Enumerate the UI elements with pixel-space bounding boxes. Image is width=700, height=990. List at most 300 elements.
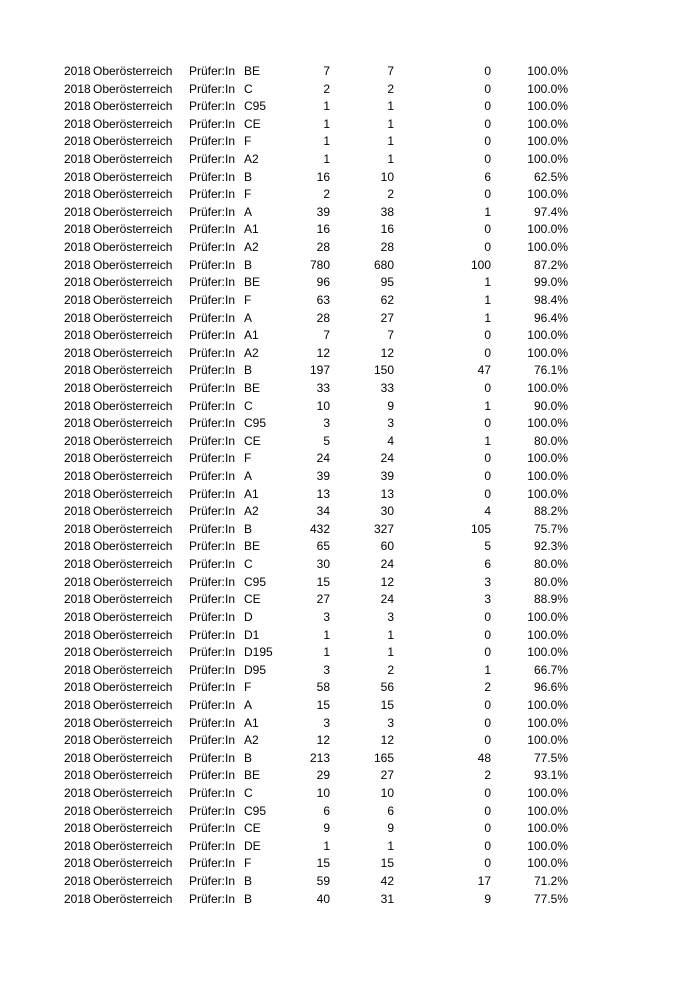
license-class-cell: CE bbox=[244, 433, 261, 448]
license-class-cell: C95 bbox=[244, 803, 267, 818]
total-cell: 40 bbox=[316, 891, 330, 906]
region-cell: Oberösterreich bbox=[93, 328, 173, 343]
region-cell: Oberösterreich bbox=[93, 380, 173, 395]
passed-cell: 31 bbox=[380, 891, 394, 906]
role-cell: Prüfer:In bbox=[189, 891, 236, 906]
license-class-cell: C bbox=[244, 398, 253, 413]
passed-cell: 24 bbox=[380, 557, 394, 572]
role-cell: Prüfer:In bbox=[189, 222, 236, 237]
passed-cell: 7 bbox=[387, 64, 394, 78]
license-class-cell: BE bbox=[244, 768, 261, 783]
license-class-cell: D1 bbox=[244, 627, 260, 642]
role-cell: Prüfer:In bbox=[189, 257, 236, 272]
total-cell: 16 bbox=[316, 169, 330, 184]
year-cell: 2018 bbox=[64, 380, 91, 395]
region-cell: Oberösterreich bbox=[93, 504, 173, 519]
failed-cell: 1 bbox=[484, 292, 491, 307]
table-row bbox=[0, 627, 700, 645]
year-cell: 2018 bbox=[64, 838, 91, 853]
table-row bbox=[0, 345, 700, 363]
total-cell: 39 bbox=[316, 469, 330, 484]
failed-cell: 17 bbox=[477, 874, 491, 889]
failed-cell: 0 bbox=[484, 187, 491, 202]
table-row bbox=[0, 732, 700, 750]
region-cell: Oberösterreich bbox=[93, 680, 173, 695]
region-cell: Oberösterreich bbox=[93, 152, 173, 167]
table-row bbox=[0, 785, 700, 803]
total-cell: 15 bbox=[316, 856, 330, 871]
pass-rate-cell: 75.7% bbox=[533, 521, 568, 536]
role-cell: Prüfer:In bbox=[189, 662, 236, 677]
role-cell: Prüfer:In bbox=[189, 99, 236, 114]
failed-cell: 0 bbox=[484, 81, 491, 96]
failed-cell: 100 bbox=[470, 257, 491, 272]
region-cell: Oberösterreich bbox=[93, 275, 173, 290]
pass-rate-cell: 100.0% bbox=[527, 838, 568, 853]
failed-cell: 0 bbox=[484, 715, 491, 730]
total-cell: 27 bbox=[316, 592, 330, 607]
license-class-cell: A bbox=[244, 204, 253, 219]
year-cell: 2018 bbox=[64, 328, 91, 343]
passed-cell: 9 bbox=[387, 398, 394, 413]
year-cell: 2018 bbox=[64, 856, 91, 871]
total-cell: 12 bbox=[316, 345, 330, 360]
year-cell: 2018 bbox=[64, 539, 91, 554]
passed-cell: 1 bbox=[387, 838, 394, 853]
role-cell: Prüfer:In bbox=[189, 785, 236, 800]
pass-rate-cell: 100.0% bbox=[527, 328, 568, 343]
role-cell: Prüfer:In bbox=[189, 380, 236, 395]
license-class-cell: CE bbox=[244, 592, 261, 607]
license-class-cell: F bbox=[244, 856, 252, 871]
passed-cell: 28 bbox=[380, 240, 394, 255]
total-cell: 24 bbox=[316, 451, 330, 466]
license-class-cell: C bbox=[244, 785, 253, 800]
total-cell: 33 bbox=[316, 380, 330, 395]
license-class-cell: CE bbox=[244, 821, 261, 836]
pass-rate-cell: 100.0% bbox=[527, 187, 568, 202]
table-row bbox=[0, 486, 700, 504]
license-class-cell: C bbox=[244, 557, 253, 572]
table-row bbox=[0, 327, 700, 345]
pass-rate-cell: 100.0% bbox=[527, 240, 568, 255]
table-row bbox=[0, 133, 700, 151]
total-cell: 16 bbox=[316, 222, 330, 237]
total-cell: 432 bbox=[309, 521, 330, 536]
passed-cell: 1 bbox=[387, 152, 394, 167]
failed-cell: 3 bbox=[484, 592, 491, 607]
license-class-cell: BE bbox=[244, 380, 261, 395]
region-cell: Oberösterreich bbox=[93, 292, 173, 307]
total-cell: 7 bbox=[323, 64, 330, 78]
license-class-cell: A bbox=[244, 310, 253, 325]
year-cell: 2018 bbox=[64, 187, 91, 202]
failed-cell: 1 bbox=[484, 398, 491, 413]
pass-rate-cell: 77.5% bbox=[533, 750, 568, 765]
role-cell: Prüfer:In bbox=[189, 750, 236, 765]
role-cell: Prüfer:In bbox=[189, 345, 236, 360]
license-class-cell: BE bbox=[244, 275, 261, 290]
total-cell: 5 bbox=[323, 433, 330, 448]
total-cell: 15 bbox=[316, 574, 330, 589]
table-row bbox=[0, 274, 700, 292]
role-cell: Prüfer:In bbox=[189, 64, 236, 78]
pass-rate-cell: 100.0% bbox=[527, 81, 568, 96]
passed-cell: 12 bbox=[380, 574, 394, 589]
role-cell: Prüfer:In bbox=[189, 169, 236, 184]
region-cell: Oberösterreich bbox=[93, 469, 173, 484]
failed-cell: 0 bbox=[484, 451, 491, 466]
license-class-cell: BE bbox=[244, 539, 261, 554]
total-cell: 780 bbox=[309, 257, 330, 272]
passed-cell: 56 bbox=[380, 680, 394, 695]
total-cell: 30 bbox=[316, 557, 330, 572]
region-cell: Oberösterreich bbox=[93, 257, 173, 272]
table-row bbox=[0, 362, 700, 380]
failed-cell: 0 bbox=[484, 469, 491, 484]
year-cell: 2018 bbox=[64, 204, 91, 219]
failed-cell: 1 bbox=[484, 433, 491, 448]
year-cell: 2018 bbox=[64, 521, 91, 536]
total-cell: 29 bbox=[316, 768, 330, 783]
pass-rate-cell: 100.0% bbox=[527, 345, 568, 360]
total-cell: 10 bbox=[316, 785, 330, 800]
year-cell: 2018 bbox=[64, 821, 91, 836]
total-cell: 3 bbox=[323, 416, 330, 431]
total-cell: 213 bbox=[309, 750, 330, 765]
pass-rate-cell: 100.0% bbox=[527, 645, 568, 660]
failed-cell: 0 bbox=[484, 645, 491, 660]
role-cell: Prüfer:In bbox=[189, 821, 236, 836]
table-row bbox=[0, 503, 700, 521]
passed-cell: 12 bbox=[380, 345, 394, 360]
license-class-cell: B bbox=[244, 874, 253, 889]
year-cell: 2018 bbox=[64, 451, 91, 466]
region-cell: Oberösterreich bbox=[93, 486, 173, 501]
passed-cell: 6 bbox=[387, 803, 394, 818]
year-cell: 2018 bbox=[64, 363, 91, 378]
total-cell: 2 bbox=[323, 187, 330, 202]
passed-cell: 150 bbox=[373, 363, 394, 378]
passed-cell: 165 bbox=[373, 750, 394, 765]
table-row bbox=[0, 433, 700, 451]
passed-cell: 27 bbox=[380, 768, 394, 783]
role-cell: Prüfer:In bbox=[189, 187, 236, 202]
role-cell: Prüfer:In bbox=[189, 803, 236, 818]
year-cell: 2018 bbox=[64, 645, 91, 660]
total-cell: 1 bbox=[323, 134, 330, 149]
spreadsheet-table bbox=[0, 63, 700, 908]
role-cell: Prüfer:In bbox=[189, 733, 236, 748]
region-cell: Oberösterreich bbox=[93, 803, 173, 818]
region-cell: Oberösterreich bbox=[93, 99, 173, 114]
license-class-cell: A2 bbox=[244, 240, 259, 255]
year-cell: 2018 bbox=[64, 874, 91, 889]
license-class-cell: F bbox=[244, 451, 252, 466]
total-cell: 65 bbox=[316, 539, 330, 554]
year-cell: 2018 bbox=[64, 64, 91, 78]
year-cell: 2018 bbox=[64, 222, 91, 237]
license-class-cell: B bbox=[244, 521, 253, 536]
pass-rate-cell: 100.0% bbox=[527, 380, 568, 395]
region-cell: Oberösterreich bbox=[93, 134, 173, 149]
passed-cell: 62 bbox=[380, 292, 394, 307]
license-class-cell: F bbox=[244, 292, 252, 307]
total-cell: 3 bbox=[323, 609, 330, 624]
table-row bbox=[0, 662, 700, 680]
license-class-cell: B bbox=[244, 363, 253, 378]
pass-rate-cell: 93.1% bbox=[533, 768, 568, 783]
passed-cell: 3 bbox=[387, 609, 394, 624]
table-row bbox=[0, 767, 700, 785]
year-cell: 2018 bbox=[64, 891, 91, 906]
total-cell: 96 bbox=[316, 275, 330, 290]
total-cell: 1 bbox=[323, 152, 330, 167]
license-class-cell: F bbox=[244, 187, 252, 202]
failed-cell: 4 bbox=[484, 504, 491, 519]
table-row bbox=[0, 574, 700, 592]
total-cell: 13 bbox=[316, 486, 330, 501]
table-row bbox=[0, 257, 700, 275]
license-class-cell: B bbox=[244, 750, 253, 765]
passed-cell: 3 bbox=[387, 416, 394, 431]
passed-cell: 15 bbox=[380, 856, 394, 871]
region-cell: Oberösterreich bbox=[93, 416, 173, 431]
passed-cell: 2 bbox=[387, 81, 394, 96]
role-cell: Prüfer:In bbox=[189, 521, 236, 536]
pass-rate-cell: 100.0% bbox=[527, 856, 568, 871]
total-cell: 9 bbox=[323, 821, 330, 836]
total-cell: 6 bbox=[323, 803, 330, 818]
failed-cell: 0 bbox=[484, 116, 491, 131]
pass-rate-cell: 76.1% bbox=[533, 363, 568, 378]
pass-rate-cell: 100.0% bbox=[527, 152, 568, 167]
role-cell: Prüfer:In bbox=[189, 134, 236, 149]
license-class-cell: C95 bbox=[244, 416, 267, 431]
failed-cell: 105 bbox=[470, 521, 491, 536]
role-cell: Prüfer:In bbox=[189, 416, 236, 431]
pass-rate-cell: 96.4% bbox=[533, 310, 568, 325]
pass-rate-cell: 100.0% bbox=[527, 416, 568, 431]
total-cell: 63 bbox=[316, 292, 330, 307]
table-row bbox=[0, 838, 700, 856]
table-row bbox=[0, 556, 700, 574]
pass-rate-cell: 100.0% bbox=[527, 222, 568, 237]
failed-cell: 0 bbox=[484, 803, 491, 818]
region-cell: Oberösterreich bbox=[93, 64, 173, 78]
year-cell: 2018 bbox=[64, 398, 91, 413]
year-cell: 2018 bbox=[64, 469, 91, 484]
role-cell: Prüfer:In bbox=[189, 398, 236, 413]
failed-cell: 1 bbox=[484, 204, 491, 219]
failed-cell: 2 bbox=[484, 768, 491, 783]
pass-rate-cell: 88.2% bbox=[533, 504, 568, 519]
role-cell: Prüfer:In bbox=[189, 240, 236, 255]
role-cell: Prüfer:In bbox=[189, 715, 236, 730]
failed-cell: 0 bbox=[484, 328, 491, 343]
pass-rate-cell: 100.0% bbox=[527, 785, 568, 800]
failed-cell: 3 bbox=[484, 574, 491, 589]
year-cell: 2018 bbox=[64, 803, 91, 818]
pass-rate-cell: 98.4% bbox=[533, 292, 568, 307]
table-row bbox=[0, 239, 700, 257]
passed-cell: 16 bbox=[380, 222, 394, 237]
pass-rate-cell: 87.2% bbox=[533, 257, 568, 272]
pass-rate-cell: 100.0% bbox=[527, 821, 568, 836]
year-cell: 2018 bbox=[64, 609, 91, 624]
role-cell: Prüfer:In bbox=[189, 116, 236, 131]
year-cell: 2018 bbox=[64, 169, 91, 184]
failed-cell: 0 bbox=[484, 345, 491, 360]
table-row bbox=[0, 855, 700, 873]
year-cell: 2018 bbox=[64, 557, 91, 572]
license-class-cell: A1 bbox=[244, 222, 259, 237]
year-cell: 2018 bbox=[64, 416, 91, 431]
year-cell: 2018 bbox=[64, 627, 91, 642]
region-cell: Oberösterreich bbox=[93, 240, 173, 255]
pass-rate-cell: 100.0% bbox=[527, 486, 568, 501]
role-cell: Prüfer:In bbox=[189, 838, 236, 853]
passed-cell: 2 bbox=[387, 187, 394, 202]
year-cell: 2018 bbox=[64, 99, 91, 114]
license-class-cell: A bbox=[244, 469, 253, 484]
pass-rate-cell: 77.5% bbox=[533, 891, 568, 906]
passed-cell: 42 bbox=[380, 874, 394, 889]
year-cell: 2018 bbox=[64, 345, 91, 360]
failed-cell: 0 bbox=[484, 733, 491, 748]
year-cell: 2018 bbox=[64, 152, 91, 167]
passed-cell: 12 bbox=[380, 733, 394, 748]
failed-cell: 1 bbox=[484, 662, 491, 677]
license-class-cell: B bbox=[244, 257, 253, 272]
passed-cell: 10 bbox=[380, 169, 394, 184]
table-row bbox=[0, 803, 700, 821]
pass-rate-cell: 90.0% bbox=[533, 398, 568, 413]
role-cell: Prüfer:In bbox=[189, 310, 236, 325]
year-cell: 2018 bbox=[64, 275, 91, 290]
pass-rate-cell: 80.0% bbox=[533, 557, 568, 572]
passed-cell: 1 bbox=[387, 99, 394, 114]
failed-cell: 2 bbox=[484, 680, 491, 695]
year-cell: 2018 bbox=[64, 785, 91, 800]
region-cell: Oberösterreich bbox=[93, 81, 173, 96]
role-cell: Prüfer:In bbox=[189, 204, 236, 219]
total-cell: 28 bbox=[316, 240, 330, 255]
total-cell: 1 bbox=[323, 645, 330, 660]
table-row bbox=[0, 591, 700, 609]
region-cell: Oberösterreich bbox=[93, 521, 173, 536]
year-cell: 2018 bbox=[64, 733, 91, 748]
year-cell: 2018 bbox=[64, 81, 91, 96]
year-cell: 2018 bbox=[64, 750, 91, 765]
year-cell: 2018 bbox=[64, 310, 91, 325]
region-cell: Oberösterreich bbox=[93, 821, 173, 836]
region-cell: Oberösterreich bbox=[93, 222, 173, 237]
year-cell: 2018 bbox=[64, 486, 91, 501]
table-row bbox=[0, 715, 700, 733]
region-cell: Oberösterreich bbox=[93, 363, 173, 378]
passed-cell: 60 bbox=[380, 539, 394, 554]
year-cell: 2018 bbox=[64, 116, 91, 131]
pass-rate-cell: 66.7% bbox=[533, 662, 568, 677]
pass-rate-cell: 100.0% bbox=[527, 733, 568, 748]
table-row bbox=[0, 204, 700, 222]
total-cell: 2 bbox=[323, 81, 330, 96]
passed-cell: 1 bbox=[387, 134, 394, 149]
table-row bbox=[0, 750, 700, 768]
failed-cell: 0 bbox=[484, 416, 491, 431]
role-cell: Prüfer:In bbox=[189, 627, 236, 642]
license-class-cell: A2 bbox=[244, 345, 259, 360]
failed-cell: 6 bbox=[484, 557, 491, 572]
license-class-cell: C95 bbox=[244, 574, 267, 589]
role-cell: Prüfer:In bbox=[189, 680, 236, 695]
license-class-cell: F bbox=[244, 134, 252, 149]
failed-cell: 1 bbox=[484, 275, 491, 290]
region-cell: Oberösterreich bbox=[93, 557, 173, 572]
table-row bbox=[0, 116, 700, 134]
role-cell: Prüfer:In bbox=[189, 574, 236, 589]
passed-cell: 1 bbox=[387, 645, 394, 660]
region-cell: Oberösterreich bbox=[93, 592, 173, 607]
role-cell: Prüfer:In bbox=[189, 592, 236, 607]
table-row bbox=[0, 81, 700, 99]
pass-rate-cell: 97.4% bbox=[533, 204, 568, 219]
region-cell: Oberösterreich bbox=[93, 451, 173, 466]
region-cell: Oberösterreich bbox=[93, 310, 173, 325]
table-row bbox=[0, 468, 700, 486]
pass-rate-cell: 100.0% bbox=[527, 451, 568, 466]
license-class-cell: B bbox=[244, 169, 253, 184]
role-cell: Prüfer:In bbox=[189, 292, 236, 307]
table-row bbox=[0, 820, 700, 838]
total-cell: 34 bbox=[316, 504, 330, 519]
year-cell: 2018 bbox=[64, 292, 91, 307]
failed-cell: 0 bbox=[484, 152, 491, 167]
region-cell: Oberösterreich bbox=[93, 733, 173, 748]
pass-rate-cell: 100.0% bbox=[527, 715, 568, 730]
role-cell: Prüfer:In bbox=[189, 152, 236, 167]
pass-rate-cell: 71.2% bbox=[533, 874, 568, 889]
passed-cell: 15 bbox=[380, 697, 394, 712]
failed-cell: 0 bbox=[484, 627, 491, 642]
table-row bbox=[0, 169, 700, 187]
failed-cell: 1 bbox=[484, 310, 491, 325]
role-cell: Prüfer:In bbox=[189, 504, 236, 519]
failed-cell: 0 bbox=[484, 64, 491, 78]
total-cell: 28 bbox=[316, 310, 330, 325]
table-row bbox=[0, 380, 700, 398]
total-cell: 3 bbox=[323, 662, 330, 677]
failed-cell: 0 bbox=[484, 821, 491, 836]
total-cell: 3 bbox=[323, 715, 330, 730]
role-cell: Prüfer:In bbox=[189, 328, 236, 343]
role-cell: Prüfer:In bbox=[189, 451, 236, 466]
region-cell: Oberösterreich bbox=[93, 750, 173, 765]
failed-cell: 0 bbox=[484, 697, 491, 712]
role-cell: Prüfer:In bbox=[189, 433, 236, 448]
total-cell: 197 bbox=[309, 363, 330, 378]
pass-rate-cell: 100.0% bbox=[527, 627, 568, 642]
passed-cell: 4 bbox=[387, 433, 394, 448]
role-cell: Prüfer:In bbox=[189, 539, 236, 554]
region-cell: Oberösterreich bbox=[93, 398, 173, 413]
total-cell: 1 bbox=[323, 838, 330, 853]
passed-cell: 30 bbox=[380, 504, 394, 519]
total-cell: 1 bbox=[323, 99, 330, 114]
failed-cell: 0 bbox=[484, 99, 491, 114]
table-row bbox=[0, 292, 700, 310]
